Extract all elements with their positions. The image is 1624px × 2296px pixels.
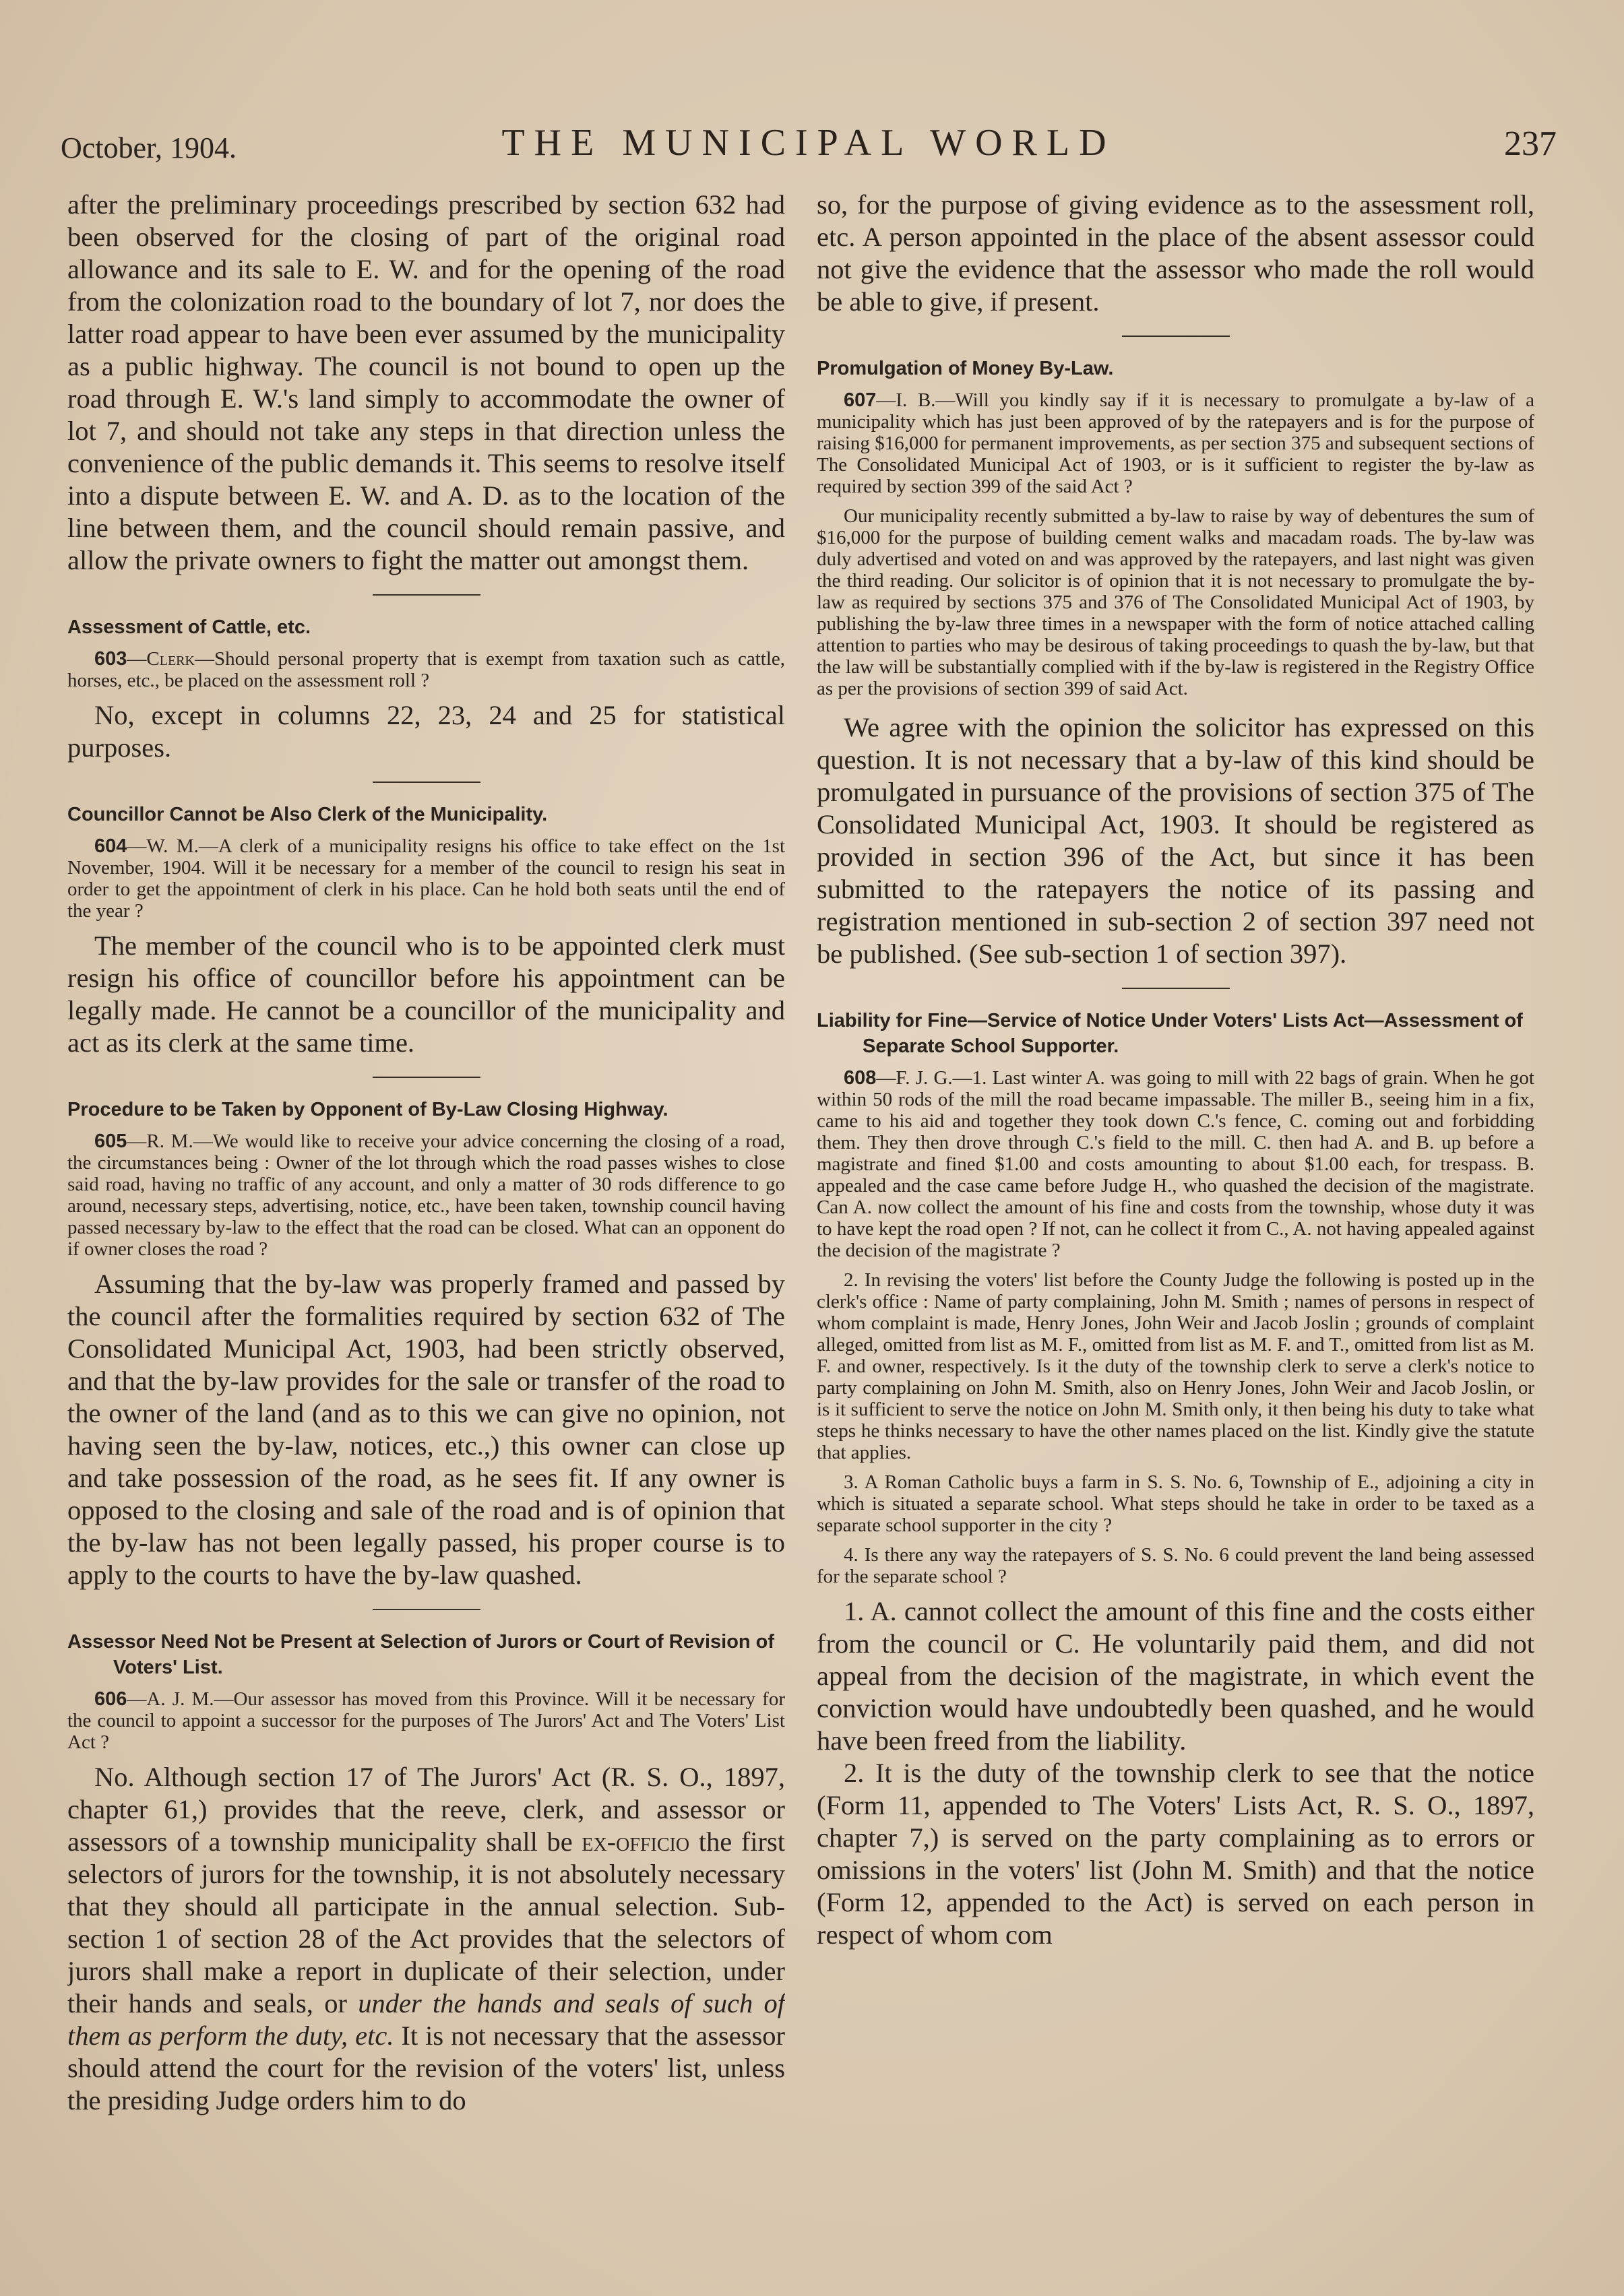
question-number: 608 bbox=[844, 1067, 877, 1089]
question-text: 4. Is there any way the ratepayers of S. S. No. 6 could prevent the land being assessed for the separate school ? bbox=[817, 1544, 1534, 1587]
question-body: —I. B.—Will you kindly say if it is necessary to promulgate a by-law of a municipality which has just been approved of by the ratepayers and is for the purpose of raising $16,000 for permanent improvements, as per section 375 and subsequent sections of The Consolidated Municipal Act of 1903, or is it sufficient to register the by-law as required by section 399 of the said Act ? bbox=[817, 389, 1534, 497]
answer-text: 2. It is the duty of the township clerk to see that the notice (Form 11, appended to The Voters' Lists Act, R. S. O., 1897, chapter 7,) is served on the party complaining as to errors or omissions in the voters' list (John M. Smith) and that the notice (Form 12, appended to the Act) is served on each person in respect of whom com bbox=[817, 1758, 1534, 1950]
page-header bbox=[61, 121, 1557, 168]
publication-title: THE MUNICIPAL WORLD bbox=[501, 122, 1116, 164]
continued-answer: after the preliminary proceedings prescribed by section 632 had been observed for the closing of part of the original road allowance and its sale to E. W. and for the opening of the road from the colonization road to the boundary of lot 7, nor does the latter road appear to have been ever assumed by the municipality as a public highway. The council is not bound to open up the road through E. W.'s land simply to accommodate the owner of lot 7, and should not take any steps in that direction unless the convenience of the public demands it. This seems to resolve itself into a dispute between E. W. and A. D. as to the location of the line between them, and the council should remain passive, and allow the private owners to fight the matter out amongst them. bbox=[67, 189, 785, 575]
page-number: 237 bbox=[1504, 125, 1557, 163]
answer-text: We agree with the opinion the solicitor has expressed on this question. It is not necessary that a by-law of this kind should be promulgated in pursuance of the provisions of section 375 of The Consolidated Municipal Act, 1903. It should be registered as provided in section 396 of the Act, but since it has been submitted to the ratepayers the notice of its passing and registration mentioned in sub-section 2 of section 397 need not be published. (See sub-section 1 of section 397). bbox=[817, 712, 1534, 969]
question-number: 605 bbox=[94, 1130, 127, 1152]
question-text-cont: Our municipality recently submitted a by-law to raise by way of debentures the sum of $16,000 for the purpose of building cement walks and macadam roads. The by-law was duly advertised and voted on and was approved by the ratepayers, and last night was given the third reading. Our solicitor is of opinion that it is not necessary to promulgate the by-law as required by sections 375 and 376 of The Consolidated Municipal Act of 1903, by publishing the by-law three times in a newspaper with the form of notice attached calling attention to parties who may be desirous of taking proceedings to quash the by-law, but that the law will be substantially complied with if the by-law is registered in the Registry Office as per the provisions of section 399 of said Act. bbox=[817, 505, 1534, 699]
answer-ex-officio: ex-officio bbox=[582, 1826, 690, 1857]
answer-text: 1. A. cannot collect the amount of this fine and the costs either from the council or C. He voluntarily paid them, and did not appeal from the decision of the magistrate, in which event the conviction would have undoubtedly been quashed, and he would have been freed from the liability. bbox=[817, 1596, 1534, 1756]
section-divider bbox=[373, 1609, 480, 1610]
section-divider bbox=[1122, 336, 1230, 337]
section-divider bbox=[1122, 988, 1230, 989]
question-heading: Councillor Cannot be Also Clerk of the Municipality. bbox=[67, 804, 548, 825]
answer-text bbox=[67, 1761, 785, 2117]
continued-answer: so, for the purpose of giving evidence as to the assessment roll, etc. A person appointed in the place of the absent assessor could not give the evidence that the assessor who made the roll would be able to give, if present. bbox=[817, 189, 1534, 317]
question-heading: Assessor Need Not be Present at Selection of Jurors or Court of Revision of Voters' List. bbox=[67, 1631, 775, 1678]
question-text bbox=[67, 648, 785, 691]
question-text bbox=[67, 1130, 785, 1260]
question-text: 3. A Roman Catholic buys a farm in S. S. No. 6, Township of E., adjoining a city in which is situated a separate school. What steps should he take in order to be taxed as a separate school supporter in the city ? bbox=[817, 1471, 1534, 1536]
section-divider bbox=[373, 1077, 480, 1078]
question-asker: —Clerk— bbox=[127, 648, 214, 670]
question-heading: Liability for Fine—Service of Notice Under Voters' Lists Act—Assessment of Separate School Supporter. bbox=[817, 1010, 1523, 1057]
answer-italic: under the hands and seals of such of them as perform the duty, etc. bbox=[67, 1988, 785, 2051]
question-body: —A. J. M.—Our assessor has moved from this Province. Will it be necessary for the council to appoint a successor for the purposes of The Jurors' Act and The Voters' List Act ? bbox=[67, 1688, 785, 1753]
right-column bbox=[817, 189, 1534, 2277]
section-divider bbox=[373, 782, 480, 783]
question-body: —F. J. G.—1. Last winter A. was going to mill with 22 bags of grain. When he got within 50 rods of the mill the road became impassable. The miller B., seeing him in a fix, came to his aid and together they took down C.'s fence, C. coming out and forbidding them. They then drove through C.'s field to the mill. C. then had A. and B. up before a magistrate and fined $1.00 and costs amounting to about $1.00 each, for trespass. B. appealed and the case came before Judge H., who quashed the decision of the magistrate. Can A. now collect the amount of his fine and costs from the township, whose duty it was to have kept the road open ? If not, can he collect it from C., A. not having appealed against the decision of the magistrate ? bbox=[817, 1067, 1534, 1261]
question-body: —W. M.—A clerk of a municipality resigns his office to take effect on the 1st November, 1904. Will it be necessary for a member of the council to resign his seat in order to get the appointment of clerk in his place. Can he hold both seats until the end of the year ? bbox=[67, 835, 785, 922]
question-text: 2. In revising the voters' list before the County Judge the following is posted up in the clerk's office : Name of party complaining, John M. Smith ; names of persons in respect of whom complaint is made, Henry Jones, John Weir and Jacob Joslin ; grounds of complaint alleged, omitted from list as M. F., omitted from list as M. F. and T., omitted from list as M. F. and owner, respectively. Is it the duty of the township clerk to serve a clerk's notice to party complaining on John M. Smith, also on Henry Jones, John Weir and Jacob Joslin, or is it sufficient to serve the notice on John M. Smith only, it then being his duty to take what steps he thinks necessary to have the other names placed on the list. Kindly give the statute that applies. bbox=[817, 1269, 1534, 1463]
answer-part: It is not necessary that the assessor should attend the court for the revision of the voters' list, unless the presiding Judge orders him to do bbox=[67, 2020, 785, 2115]
issue-date: October, 1904. bbox=[61, 131, 237, 164]
question-heading: Procedure to be Taken by Opponent of By-Law Closing Highway. bbox=[67, 1099, 668, 1120]
answer-part: the first selectors of jurors for the township, it is not absolutely necessary that they should all participate in the annual selection. Sub-section 1 of section 28 of the Act provides that the selectors of jurors shall make a report in duplicate of their selection, under their hands and seals, or bbox=[67, 1826, 785, 2018]
question-text bbox=[67, 835, 785, 922]
left-column bbox=[67, 189, 785, 2277]
question-text bbox=[817, 389, 1534, 497]
answer-text: No, except in columns 22, 23, 24 and 25 for statistical purposes. bbox=[67, 700, 785, 763]
answer-part: No. Although section 17 of The Jurors' Act (R. S. O., 1897, chapter 61,) provides that the reeve, clerk, and assessor or assessors of a township municipality shall be bbox=[67, 1762, 785, 1857]
question-number: 603 bbox=[94, 648, 127, 670]
answer-text: Assuming that the by-law was properly framed and passed by the council after the formalities required by section 632 of The Consolidated Municipal Act, 1903, had been strictly observed, and that the by-law provides for the sale or transfer of the road to the owner of the land (and as to this we can give no opinion, not having seen the by-law, notices, etc.,) this owner can close up and take possession of the road, as he sees fit. If any owner is opposed to the closing and sale of the road and is of opinion that the by-law has not been legally passed, his proper course is to apply to the courts to have the by-law quashed. bbox=[67, 1269, 785, 1590]
question-number: 604 bbox=[94, 835, 127, 857]
question-heading: Assessment of Cattle, etc. bbox=[67, 616, 311, 638]
question-text bbox=[817, 1067, 1534, 1261]
question-body: Should personal property that is exempt from taxation such as cattle, horses, etc., be placed on the assessment roll ? bbox=[67, 648, 785, 691]
question-number: 606 bbox=[94, 1688, 127, 1710]
question-number: 607 bbox=[844, 389, 877, 411]
answer-text: The member of the council who is to be appointed clerk must resign his office of councillor before his appointment can be legally made. He cannot be a councillor of the municipality and act as its clerk at the same time. bbox=[67, 930, 785, 1058]
question-heading: Promulgation of Money By-Law. bbox=[817, 358, 1114, 379]
question-body: —R. M.—We would like to receive your advice concerning the closing of a road, the circumstances being : Owner of the lot through which the road passes wishes to close said road, having no traffic of any account, and only a matter of 30 rods difference to go around, necessary steps, advertising, notice, etc., have been taken, township council having passed necessary by-law to the effect that the road can be closed. What can an opponent do if owner closes the road ? bbox=[67, 1130, 785, 1260]
question-text bbox=[67, 1688, 785, 1753]
section-divider bbox=[373, 594, 480, 596]
